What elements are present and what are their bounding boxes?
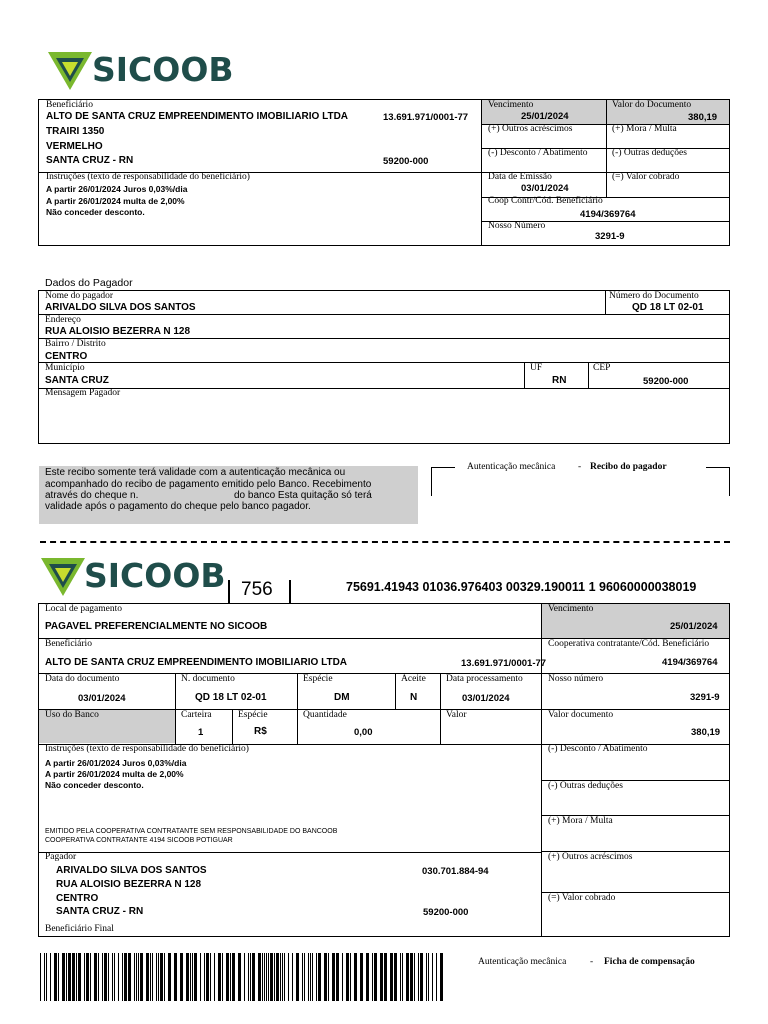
slip-desconto-label: (-) Desconto / Abatimento	[548, 744, 648, 754]
nome-pagador-value: ARIVALDO SILVA DOS SANTOS	[45, 302, 196, 313]
barcode-bar	[332, 953, 335, 1001]
barcode-bar	[440, 953, 443, 1001]
slip-coop-value: 4194/369764	[662, 657, 718, 668]
barcode-bar	[72, 953, 75, 1001]
barcode-bar	[44, 953, 45, 1001]
barcode-bar	[310, 953, 311, 1001]
barcode-bar	[280, 953, 281, 1001]
instrucao-1: A partir 26/01/2024 Juros 0,03%/dia	[46, 184, 188, 194]
barcode-bar	[436, 953, 437, 1001]
vencimento-value: 25/01/2024	[521, 111, 569, 122]
barcode-bar	[328, 953, 329, 1001]
barcode-bar	[218, 953, 221, 1001]
barcode-bar	[186, 953, 189, 1001]
sicoob-logo-icon	[46, 50, 94, 92]
slip-pagador-name: ARIVALDO SILVA DOS SANTOS	[56, 865, 207, 876]
uso-banco-label: Uso do Banco	[45, 710, 99, 720]
notice-line-4: validade após o pagamento do cheque pelo banco pagador.	[45, 501, 311, 512]
barcode-bar	[164, 953, 165, 1001]
barcode-bar	[114, 953, 115, 1001]
barcode-bar	[264, 953, 265, 1001]
especie-doc-value: DM	[334, 692, 350, 703]
quantidade-value: 0,00	[354, 727, 373, 738]
barcode-bar	[150, 953, 151, 1001]
cep-value: 59200-000	[643, 376, 689, 387]
barcode-bar	[302, 953, 303, 1001]
barcode-bar	[54, 953, 57, 1001]
barcode-bar	[318, 953, 321, 1001]
ficha-compensacao-label: Ficha de compensação	[604, 957, 695, 967]
beneficiario-label: Beneficiário	[46, 100, 93, 110]
mora-multa-label: (+) Mora / Multa	[612, 124, 677, 134]
beneficiario-addr1: TRAIRI 1350	[46, 126, 105, 137]
slip-beneficiario-cnpj: 13.691.971/0001-77	[461, 658, 547, 669]
n-documento-label: N. documento	[181, 674, 235, 684]
sicoob-logo-slip-icon	[38, 556, 88, 598]
cep-label: CEP	[593, 363, 611, 373]
barcode-bar	[380, 953, 383, 1001]
slip-outros-acrescimos-label: (+) Outros acréscimos	[548, 852, 633, 862]
local-pagamento-label: Local de pagamento	[45, 604, 123, 614]
emissao-label: Data de Emissão	[488, 172, 552, 182]
separator-bottom: -	[590, 957, 594, 967]
barcode-bar	[206, 953, 209, 1001]
data-documento-value: 03/01/2024	[78, 693, 126, 704]
barcode-bar	[252, 953, 255, 1001]
barcode-bar	[134, 953, 135, 1001]
notice-line-2: acompanhado do recibo de pagamento emitido pelo Banco. Recebimento	[45, 479, 372, 490]
barcode-bar	[138, 953, 139, 1001]
barcode-bar	[384, 953, 387, 1001]
barcode-bar	[354, 953, 357, 1001]
outros-acrescimos-label: (+) Outros acréscimos	[488, 124, 573, 134]
barcode-bar	[140, 953, 143, 1001]
barcode-bar	[324, 953, 327, 1001]
bairro-label: Bairro / Distrito	[45, 339, 106, 349]
barcode-bar	[168, 953, 171, 1001]
nosso-numero-label: Nosso Número	[488, 221, 546, 231]
barcode-bar	[200, 953, 201, 1001]
barcode-bar	[346, 953, 349, 1001]
slip-coop-label: Cooperativa contratante/Cód. Beneficiário	[548, 639, 710, 649]
barcode-bar	[292, 953, 293, 1001]
barcode-bar	[226, 953, 229, 1001]
barcode-bar	[160, 953, 163, 1001]
barcode-bar	[410, 953, 413, 1001]
barcode-bar	[112, 953, 113, 1001]
barcode-bar	[232, 953, 235, 1001]
especie-doc-label: Espécie	[303, 674, 333, 684]
data-processamento-label: Data processamento	[446, 674, 523, 684]
cut-line	[40, 541, 730, 543]
barcode-bar	[124, 953, 127, 1001]
slip-beneficiario-name: ALTO DE SANTA CRUZ EMPREENDIMENTO IMOBILIARIO LTDA	[45, 657, 348, 668]
linha-digitavel: 75691.41943 01036.976403 00329.190011 1 96060000038019	[346, 580, 697, 594]
barcode-bar	[40, 953, 41, 1001]
data-documento-label: Data do documento	[45, 674, 120, 684]
dados-pagador-heading: Dados do Pagador	[45, 277, 133, 289]
barcode-bar	[304, 953, 305, 1001]
numero-documento-label: Número do Documento	[609, 291, 699, 301]
barcode-bar	[282, 953, 283, 1001]
municipio-label: Município	[45, 363, 85, 373]
autenticacao-label-bottom: Autenticação mecânica	[478, 957, 567, 967]
barcode-bar	[62, 953, 65, 1001]
barcode-bar	[118, 953, 119, 1001]
n-documento-value: QD 18 LT 02-01	[195, 692, 267, 703]
barcode-bar	[274, 953, 275, 1001]
notice-line-3b: do banco Esta quitação só terá	[234, 490, 372, 501]
barcode-bar	[406, 953, 409, 1001]
sicoob-logo-slip-text: SICOOB	[84, 556, 226, 595]
coop-value: 4194/369764	[580, 209, 636, 220]
vencimento-label: Vencimento	[488, 100, 534, 110]
barcode-bar	[214, 953, 215, 1001]
quantidade-label: Quantidade	[303, 710, 347, 720]
beneficiario-addr2: VERMELHO	[46, 141, 103, 152]
barcode-bar	[190, 953, 191, 1001]
barcode-bar	[158, 953, 159, 1001]
slip-instrucoes-label: Instruções (texto de responsabilidade do beneficiário)	[45, 744, 249, 754]
especie-moeda-label: Espécie	[238, 710, 268, 720]
barcode-bar	[66, 953, 67, 1001]
instrucao-3: Não conceder desconto.	[46, 207, 145, 217]
barcode-bar	[128, 953, 131, 1001]
barcode-bar	[336, 953, 339, 1001]
beneficiario-name: ALTO DE SANTA CRUZ EMPREENDIMENTO IMOBILIARIO LTDA	[46, 111, 349, 122]
emitido-line-1: EMITIDO PELA COOPERATIVA CONTRATANTE SEM RESPONSABILIDADE DO BANCOOB	[45, 828, 338, 835]
numero-documento-value: QD 18 LT 02-01	[632, 302, 704, 313]
barcode-bar	[296, 953, 299, 1001]
barcode-bar	[230, 953, 231, 1001]
autenticacao-label-top: Autenticação mecânica	[467, 462, 556, 472]
emissao-value: 03/01/2024	[521, 183, 569, 194]
barcode-bar	[308, 953, 309, 1001]
barcode-bar	[58, 953, 59, 1001]
mensagem-label: Mensagem Pagador	[45, 388, 121, 398]
barcode-bar	[372, 953, 373, 1001]
barcode-bar	[204, 953, 205, 1001]
barcode-bar	[250, 953, 251, 1001]
slip-beneficiario-label: Beneficiário	[45, 639, 92, 649]
barcode-bar	[248, 953, 249, 1001]
barcode-bar	[86, 953, 89, 1001]
slip-pagador-addr: RUA ALOISIO BEZERRA N 128	[56, 879, 202, 890]
sicoob-logo-text: SICOOB	[92, 50, 234, 89]
barcode-bar	[76, 953, 77, 1001]
barcode-bar	[238, 953, 241, 1001]
beneficiario-final-label: Beneficiário Final	[45, 924, 114, 934]
uf-label: UF	[530, 363, 543, 373]
barcode-bar	[350, 953, 351, 1001]
outras-deducoes-label: (-) Outras deduções	[612, 148, 687, 158]
desconto-label: (-) Desconto / Abatimento	[488, 148, 588, 158]
barcode-bar	[46, 953, 47, 1001]
especie-moeda-value: R$	[254, 726, 267, 737]
barcode-bar	[266, 953, 267, 1001]
notice-line-1: Este recibo somente terá validade com a autenticação mecânica ou	[45, 467, 346, 478]
barcode-bar	[84, 953, 85, 1001]
barcode	[40, 953, 448, 1001]
nosso-numero-value: 3291-9	[595, 231, 625, 242]
barcode-bar	[78, 953, 81, 1001]
data-processamento-value: 03/01/2024	[462, 693, 510, 704]
slip-pagador-cpf: 030.701.884-94	[422, 866, 489, 877]
endereco-value: RUA ALOISIO BEZERRA N 128	[45, 326, 191, 337]
sicoob-logo-slip	[38, 556, 226, 598]
slip-valor-documento-value: 380,19	[691, 727, 721, 738]
carteira-label: Carteira	[181, 710, 212, 720]
recibo-pagador-label: Recibo do pagador	[590, 462, 667, 472]
carteira-value: 1	[198, 727, 204, 738]
barcode-bar	[400, 953, 401, 1001]
barcode-bar	[102, 953, 103, 1001]
barcode-bar	[222, 953, 223, 1001]
nome-pagador-label: Nome do pagador	[45, 291, 114, 301]
barcode-bar	[68, 953, 71, 1001]
sicoob-logo-top	[46, 50, 234, 92]
slip-outras-deducoes-label: (-) Outras deduções	[548, 781, 623, 791]
coop-label: Coop Contr/Cód. Beneficiário	[488, 196, 603, 206]
barcode-bar	[342, 953, 343, 1001]
barcode-bar	[122, 953, 123, 1001]
valor-cobrado-label: (=) Valor cobrado	[612, 172, 680, 182]
barcode-bar	[194, 953, 197, 1001]
aceite-value: N	[410, 692, 418, 703]
barcode-bar	[108, 953, 109, 1001]
barcode-bar	[104, 953, 107, 1001]
barcode-bar	[288, 953, 289, 1001]
barcode-bar	[284, 953, 285, 1001]
slip-instrucao-2: A partir 26/01/2024 multa de 2,00%	[45, 769, 184, 779]
beneficiario-cep: 59200-000	[383, 156, 429, 167]
uf-value: RN	[552, 375, 567, 386]
instrucoes-label: Instruções (texto de responsabilidade do beneficiário)	[46, 172, 250, 182]
barcode-bar	[98, 953, 99, 1001]
beneficiario-cnpj: 13.691.971/0001-77	[383, 112, 469, 123]
barcode-bar	[146, 953, 149, 1001]
barcode-bar	[394, 953, 397, 1001]
barcode-bar	[94, 953, 97, 1001]
barcode-bar	[390, 953, 393, 1001]
bank-code: 756	[241, 579, 273, 600]
barcode-bar	[50, 953, 51, 1001]
aceite-label: Aceite	[401, 674, 426, 684]
barcode-bar	[270, 953, 273, 1001]
emitido-line-2: COOPERATIVA CONTRATANTE 4194 SICOOB POTIGUAR	[45, 837, 233, 844]
endereco-label: Endereço	[45, 315, 81, 325]
slip-nosso-numero-value: 3291-9	[690, 692, 720, 703]
separator-top: -	[578, 462, 582, 472]
municipio-value: SANTA CRUZ	[45, 375, 109, 386]
slip-instrucao-3: Não conceder desconto.	[45, 780, 144, 790]
barcode-bar	[244, 953, 245, 1001]
barcode-bar	[276, 953, 279, 1001]
barcode-bar	[418, 953, 419, 1001]
barcode-bar	[210, 953, 211, 1001]
barcode-bar	[432, 953, 433, 1001]
barcode-bar	[258, 953, 261, 1001]
slip-valor-cobrado-label: (=) Valor cobrado	[548, 893, 616, 903]
barcode-bar	[316, 953, 317, 1001]
slip-vencimento-label: Vencimento	[548, 604, 594, 614]
barcode-bar	[360, 953, 363, 1001]
barcode-bar	[268, 953, 269, 1001]
barcode-bar	[90, 953, 91, 1001]
beneficiario-addr3: SANTA CRUZ - RN	[46, 155, 134, 166]
barcode-bar	[420, 953, 423, 1001]
valor-documento-label: Valor do Documento	[612, 100, 692, 110]
slip-nosso-numero-label: Nosso número	[548, 674, 604, 684]
barcode-bar	[152, 953, 153, 1001]
valor-label: Valor	[446, 710, 467, 720]
slip-pagador-city: SANTA CRUZ - RN	[56, 906, 144, 917]
slip-vencimento-value: 25/01/2024	[670, 621, 718, 632]
slip-pagador-label: Pagador	[45, 852, 77, 862]
slip-instrucao-1: A partir 26/01/2024 Juros 0,03%/dia	[45, 758, 187, 768]
barcode-bar	[402, 953, 403, 1001]
slip-mora-label: (+) Mora / Multa	[548, 816, 613, 826]
barcode-bar	[156, 953, 157, 1001]
slip-valor-documento-label: Valor documento	[548, 710, 614, 720]
barcode-bar	[180, 953, 183, 1001]
barcode-bar	[428, 953, 429, 1001]
instrucao-2: A partir 26/01/2024 multa de 2,00%	[46, 196, 185, 206]
slip-pagador-cep: 59200-000	[423, 907, 469, 918]
barcode-bar	[426, 953, 427, 1001]
barcode-bar	[312, 953, 313, 1001]
barcode-bar	[262, 953, 263, 1001]
barcode-bar	[366, 953, 369, 1001]
barcode-bar	[374, 953, 377, 1001]
notice-line-3a: através do cheque n.	[45, 490, 139, 501]
bairro-value: CENTRO	[45, 351, 88, 362]
valor-documento-value: 380,19	[688, 112, 718, 123]
slip-pagador-bairro: CENTRO	[56, 893, 99, 904]
local-pagamento-value: PAGAVEL PREFERENCIALMENTE NO SICOOB	[45, 621, 268, 632]
barcode-bar	[414, 953, 415, 1001]
barcode-bar	[136, 953, 137, 1001]
barcode-bar	[192, 953, 193, 1001]
barcode-bar	[174, 953, 177, 1001]
